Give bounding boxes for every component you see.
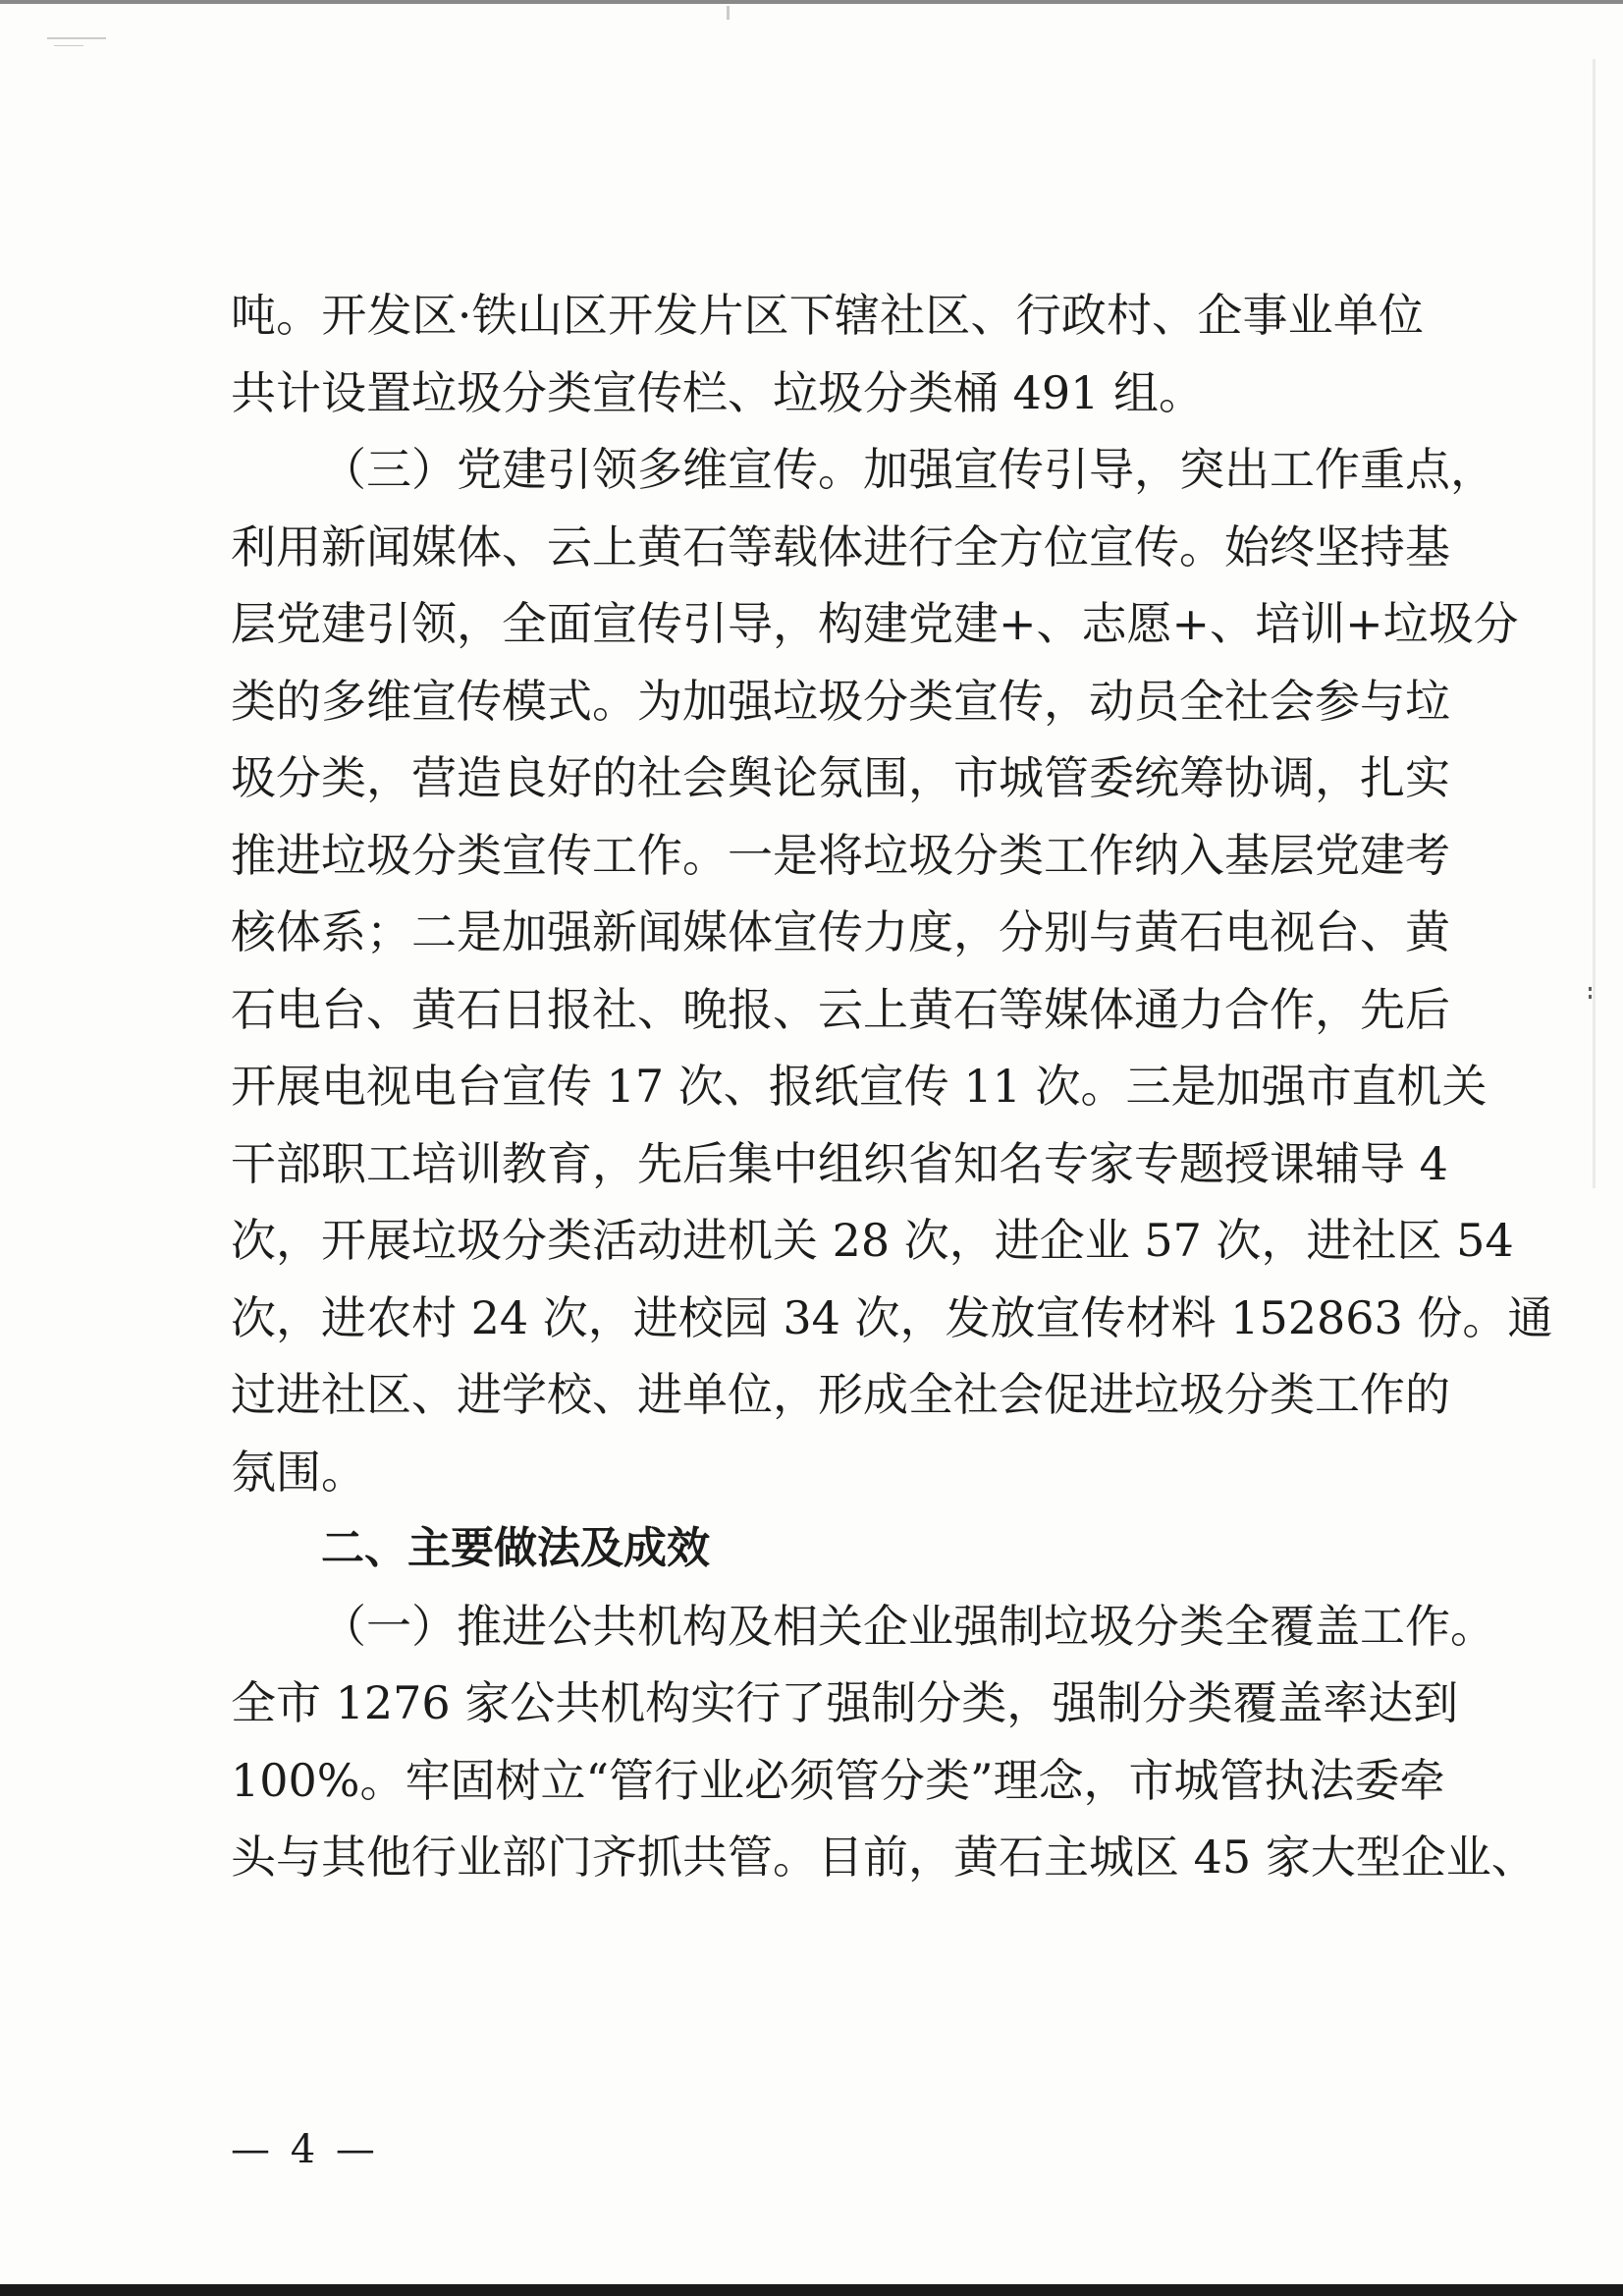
text-line: 100%。牢固树立“管行业必须管分类”理念，市城管执法委牵 bbox=[231, 1753, 1445, 1807]
scan-top-edge bbox=[0, 0, 1623, 4]
text-line: 层党建引领，全面宣传引导，构建党建+、志愿+、培训+垃圾分 bbox=[231, 597, 1519, 650]
section-heading: 二、主要做法及成效 bbox=[321, 1523, 710, 1573]
paragraph-first-line: （一）推进公共机构及相关企业强制垃圾分类全覆盖工作。 bbox=[321, 1599, 1495, 1653]
text-line: 干部职工培训教育，先后集中组织省知名专家专题授课辅导 4 bbox=[231, 1136, 1448, 1190]
paragraph-first-line: （三）党建引领多维宣传。加强宣传引导，突出工作重点， bbox=[321, 443, 1495, 496]
text-line: 核体系；二是加强新闻媒体宣传力度，分别与黄石电视台、黄 bbox=[231, 905, 1450, 958]
text-line: 全市 1276 家公共机构实行了强制分类，强制分类覆盖率达到 bbox=[231, 1676, 1459, 1729]
scan-artifact bbox=[47, 37, 106, 39]
text-line: 头与其他行业部门齐抓共管。目前，黄石主城区 45 家大型企业、 bbox=[231, 1831, 1537, 1884]
text-line: 石电台、黄石日报社、晚报、云上黄石等媒体通力合作，先后 bbox=[231, 982, 1450, 1036]
scan-artifact bbox=[1589, 995, 1592, 999]
text-line: 圾分类，营造良好的社会舆论氛围，市城管委统筹协调，扎实 bbox=[231, 751, 1450, 804]
text-line: 利用新闻媒体、云上黄石等载体进行全方位宣传。始终坚持基 bbox=[231, 519, 1450, 574]
text-line: 类的多维宣传模式。为加强垃圾分类宣传，动员全社会参与垃 bbox=[231, 674, 1450, 728]
text-line: 氛围。 bbox=[231, 1445, 366, 1499]
scan-bottom-edge bbox=[0, 2284, 1623, 2296]
text-line: 吨。开发区·铁山区开发片区下辖社区、行政村、企事业单位 bbox=[231, 289, 1424, 342]
text-line: 过进社区、进学校、进单位，形成全社会促进垃圾分类工作的 bbox=[231, 1368, 1450, 1421]
document-body bbox=[231, 277, 1553, 1896]
text-line: 次，进农村 24 次，进校园 34 次，发放宣传材料 152863 份。通 bbox=[231, 1290, 1553, 1344]
text-line: 推进垃圾分类宣传工作。一是将垃圾分类工作纳入基层党建考 bbox=[231, 828, 1450, 882]
text-line: 开展电视电台宣传 17 次、报纸宣传 11 次。三是加强市直机关 bbox=[231, 1060, 1488, 1113]
text-line: 共计设置垃圾分类宣传栏、垃圾分类桶 491 组。 bbox=[231, 365, 1205, 419]
text-line: 次，开展垃圾分类活动进机关 28 次，进企业 57 次，进社区 54 bbox=[231, 1214, 1514, 1267]
page-number: — 4 — bbox=[231, 2127, 379, 2172]
scan-artifact bbox=[54, 45, 83, 46]
scan-artifact bbox=[727, 6, 730, 20]
scan-artifact bbox=[1593, 59, 1596, 1188]
scan-artifact bbox=[1589, 987, 1592, 991]
